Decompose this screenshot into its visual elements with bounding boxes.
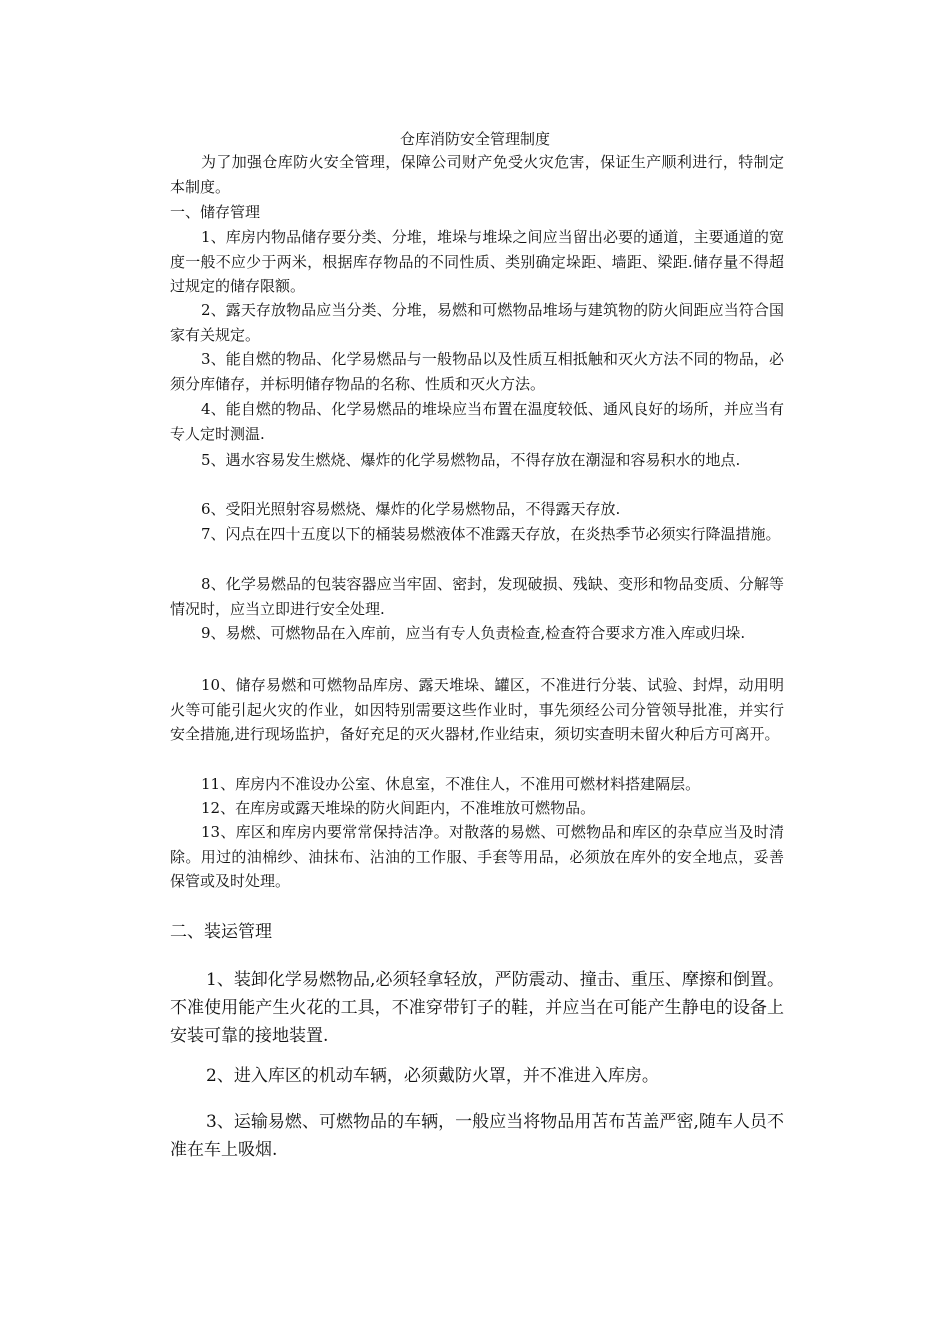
section-1-heading: 一、储存管理 [170,203,261,221]
section-2-heading: 二、装运管理 [170,922,272,942]
section-2-item-3: 3、运输易燃、可燃物品的车辆，一般应当将物品用苫布苫盖严密,随车人员不准在车上吸烟. [170,1112,784,1160]
section-1-item-5: 5、遇水容易发生燃烧、爆炸的化学易燃物品，不得存放在潮湿和容易积水的地点. [201,451,741,469]
section-2-item-2: 2、进入库区的机动车辆，必须戴防火罩，并不准进入库房。 [206,1066,659,1086]
document-title: 仓库消防安全管理制度 [399,130,550,148]
section-1-item-10: 10、储存易燃和可燃物品库房、露天堆垛、罐区，不准进行分装、试验、封焊，动用明火等可能引起火灾的作业，如因特别需要这些作业时，事先须经公司分管领导批准，并实行安全措施,进行现场监护，备好充足的灭火器材,作业结束，须切实查明未留火种后方可离开。 [170,676,784,743]
section-1-item-2: 2、露天存放物品应当分类、分堆，易燃和可燃物品堆场与建筑物的防火间距应当符合国家有关规定。 [170,301,784,344]
section-1-item-11: 11、库房内不准设办公室、休息室，不准住人，不准用可燃材料搭建隔层。 [201,775,701,793]
section-1-item-13: 13、库区和库房内要常常保持洁净。对散落的易燃、可燃物品和库区的杂草应当及时清除。用过的油棉纱、油抹布、沾油的工作服、手套等用品，必须放在库外的安全地点，妥善保管或及时处理。 [170,823,784,890]
section-2-item-1: 1、装卸化学易燃物品,必须轻拿轻放，严防震动、撞击、重压、摩擦和倒置。不准使用能产生火花的工具，不准穿带钉子的鞋，并应当在可能产生静电的设备上安装可靠的接地装置. [170,970,784,1046]
section-1-item-6: 6、受阳光照射容易燃烧、爆炸的化学易燃物品，不得露天存放. [201,500,621,518]
section-1-item-12: 12、在库房或露天堆垛的防火间距内，不准堆放可燃物品。 [201,799,596,817]
intro-paragraph: 为了加强仓库防火安全管理，保障公司财产免受火灾危害，保证生产顺利进行，特制定本制度。 [170,153,784,196]
section-1-item-7: 7、闪点在四十五度以下的桶装易燃液体不准露天存放，在炎热季节必须实行降温措施。 [201,525,781,543]
section-1-item-1: 1、库房内物品储存要分类、分堆，堆垛与堆垛之间应当留出必要的通道，主要通道的宽度一般不应少于两米，根据库存物品的不同性质、类别确定垛距、墙距、梁距.储存量不得超过规定的储存限额。 [170,228,784,295]
section-1-item-8: 8、化学易燃品的包装容器应当牢固、密封，发现破损、残缺、变形和物品变质、分解等情况时，应当立即进行安全处理. [170,575,784,618]
section-1-item-3: 3、能自燃的物品、化学易燃品与一般物品以及性质互相抵触和灭火方法不同的物品，必须分库储存，并标明储存物品的名称、性质和灭火方法。 [170,350,784,393]
section-1-item-9: 9、易燃、可燃物品在入库前，应当有专人负责检查,检查符合要求方准入库或归垛. [201,624,746,642]
section-1-item-4: 4、能自燃的物品、化学易燃品的堆垛应当布置在温度较低、通风良好的场所，并应当有专人定时测温. [170,400,784,443]
